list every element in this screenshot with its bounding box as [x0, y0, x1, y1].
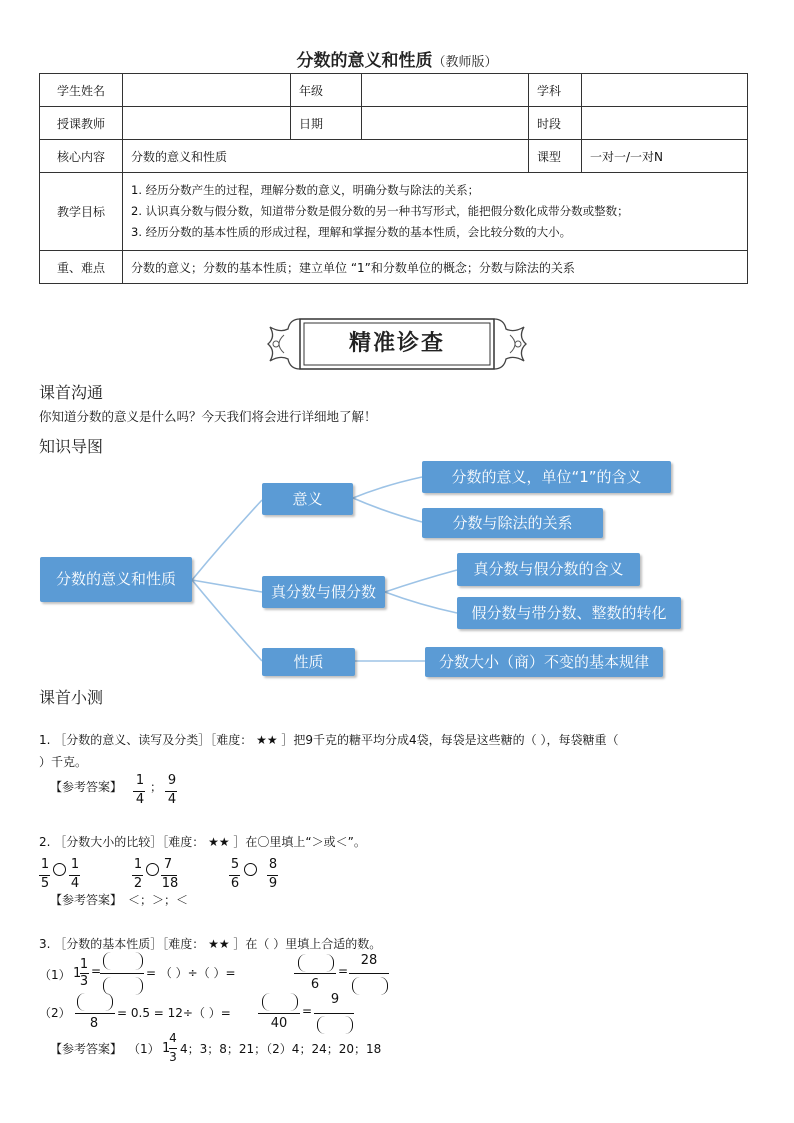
blank-parentheses	[262, 993, 298, 1011]
core-label: 核心内容	[40, 140, 123, 173]
q3-text: 3. ［分数的基本性质］［难度： ★★ ］在（ ）里填上合适的数。	[39, 937, 382, 951]
q3-part2-division: = 0.5 = 12÷（ ）=	[117, 1006, 231, 1020]
fraction-denominator: 40	[270, 1016, 288, 1031]
fraction-numerator: 7	[163, 857, 173, 872]
mindmap-branch-property: 性质	[262, 648, 355, 676]
q1-text: 1. ［分数的意义、读写及分类］［难度： ★★ ］把9千克的糖平均分成4袋，每袋是这些糖的（ ），每袋糖重（	[39, 733, 619, 747]
fraction-denominator: 3	[169, 1050, 177, 1064]
fraction-denominator: 3	[79, 974, 89, 989]
key-points-value: 分数的意义；分数的基本性质；建立单位 “1”和分数单位的概念；分数与除法的关系	[123, 251, 748, 284]
q3-part1-division: = （ ）÷（ ）=	[146, 966, 236, 980]
blank-parentheses	[352, 977, 388, 995]
fraction-bar	[75, 1013, 115, 1014]
type-value: 一对一/一对N	[582, 140, 748, 173]
fraction-numerator: 1	[79, 957, 89, 972]
type-label: 课型	[529, 140, 582, 173]
q2-answer-label: 【参考答案】	[50, 893, 123, 907]
date-label: 日期	[291, 107, 362, 140]
equals-sign: =	[91, 964, 102, 978]
fraction-numerator: 9	[330, 992, 340, 1007]
q1-answer-label: 【参考答案】	[50, 780, 123, 794]
mindmap-leaf: 分数大小（商）不变的基本规律	[425, 647, 663, 677]
mindmap-branch-meaning: 意义	[262, 483, 353, 515]
fraction-bar	[169, 1048, 177, 1049]
q3-answer: 4；3；8；21；（2）4；24；20；18	[180, 1042, 382, 1056]
page-title: 分数的意义和性质（教师版）	[296, 51, 498, 71]
blank-parentheses	[317, 1016, 353, 1034]
fraction-denominator: 5	[40, 876, 50, 891]
mixed-whole: 1	[162, 1041, 171, 1056]
blank-parentheses	[77, 993, 113, 1011]
fraction-bar	[100, 973, 144, 974]
goals-label: 教学目标	[40, 173, 123, 251]
goal-item: 3. 经历分数的基本性质的形成过程，理解和掌握分数的基本性质，会比较分数的大小。	[131, 225, 572, 239]
fraction-denominator: 9	[268, 876, 278, 891]
mindmap-leaf: 分数与除法的关系	[422, 508, 603, 538]
mindmap-leaf: 假分数与带分数、整数的转化	[457, 597, 681, 629]
subject-label: 学科	[529, 74, 582, 107]
period-label: 时段	[529, 107, 582, 140]
equals-sign: =	[338, 964, 349, 978]
blank-parentheses	[103, 977, 143, 995]
fraction-bar	[349, 973, 389, 974]
mindmap-leaf: 真分数与假分数的含义	[457, 553, 640, 586]
compare-circle-blank	[244, 863, 257, 876]
goal-item: 2. 认识真分数与假分数，知道带分数是假分数的另一种书写形式，能把假分数化成带分数或整数；	[131, 204, 629, 218]
fraction-numerator: 28	[360, 953, 378, 968]
fraction-numerator: 1	[133, 857, 143, 872]
fraction-denominator: 4	[167, 792, 177, 807]
fraction-denominator: 18	[161, 876, 179, 891]
fraction-numerator: 1	[70, 857, 80, 872]
grade-label: 年级	[291, 74, 362, 107]
fraction-numerator: 1	[40, 857, 50, 872]
teacher-label: 授课教师	[40, 107, 123, 140]
q3-part1-label: （1）	[39, 968, 71, 982]
fraction-numerator: 5	[230, 857, 240, 872]
intro-text: 你知道分数的意义是什么吗？今天我们将会进行详细地了解！	[39, 409, 377, 424]
fraction-numerator: 8	[268, 857, 278, 872]
fraction-denominator: 4	[70, 876, 80, 891]
mindmap-root: 分数的意义和性质	[40, 557, 192, 602]
mixed-whole: 1	[73, 966, 82, 981]
compare-circle-blank	[146, 863, 159, 876]
section-heading-intro: 课首沟通	[39, 383, 104, 402]
blank-parentheses	[298, 954, 334, 972]
fraction-bar	[258, 1013, 300, 1014]
fraction-denominator: 8	[89, 1016, 99, 1031]
fraction-denominator: 6	[230, 876, 240, 891]
equals-sign: =	[302, 1004, 313, 1018]
fraction-denominator: 2	[133, 876, 143, 891]
section-heading-quiz: 课首小测	[39, 688, 104, 707]
fraction-numerator: 9	[167, 773, 177, 788]
fraction-numerator: 4	[169, 1031, 177, 1045]
blank-parentheses	[103, 952, 143, 970]
banner-title: 精准诊查	[348, 331, 445, 356]
q3-answer-part1-label: （1）	[128, 1042, 160, 1056]
q1-text-cont: ）千克。	[39, 755, 88, 769]
fraction-denominator: 6	[310, 977, 320, 992]
mindmap-branch-proper-improper: 真分数与假分数	[262, 576, 385, 608]
q2-text: 2. ［分数大小的比较］［难度： ★★ ］在〇里填上“＞或＜”。	[39, 835, 366, 849]
compare-circle-blank	[53, 863, 66, 876]
q2-answer: ＜；＞；＜	[128, 893, 189, 907]
fraction-bar	[294, 973, 336, 974]
section-heading-mindmap: 知识导图	[39, 437, 104, 456]
answer-separator: ；	[150, 780, 163, 794]
fraction-bar	[314, 1013, 354, 1014]
student-name-label: 学生姓名	[40, 74, 123, 107]
page-subtitle: （教师版）	[432, 55, 498, 70]
q3-part2-label: （2）	[39, 1006, 71, 1020]
goal-item: 1. 经历分数产生的过程，理解分数的意义，明确分数与除法的关系；	[131, 183, 480, 197]
fraction-denominator: 4	[135, 792, 145, 807]
core-value: 分数的意义和性质	[123, 140, 529, 173]
q3-answer-label: 【参考答案】	[50, 1042, 123, 1056]
mindmap-leaf: 分数的意义，单位“1”的含义	[422, 461, 671, 493]
key-points-label: 重、难点	[40, 251, 123, 284]
fraction-numerator: 1	[135, 773, 145, 788]
